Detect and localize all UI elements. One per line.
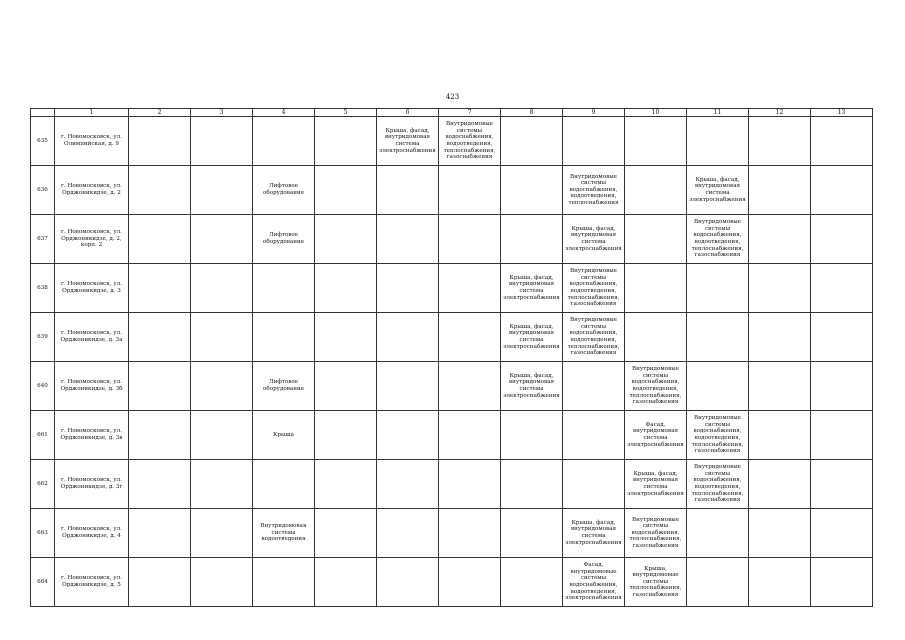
work-cell (811, 558, 873, 607)
work-cell (315, 166, 377, 215)
work-cell (315, 117, 377, 166)
work-cell (811, 117, 873, 166)
table-row (31, 215, 873, 264)
work-cell (439, 264, 501, 313)
work-cell (129, 460, 191, 509)
work-cell (191, 558, 253, 607)
address-cell: г. Новомосковск, ул. Орджоникидзе, д. 2 (55, 166, 129, 215)
work-cell (687, 362, 749, 411)
work-cell: Внутридомовые системы водоснабжения, водоотведения, теплоснабжения, газоснабжения (625, 362, 687, 411)
work-cell (191, 460, 253, 509)
work-cell (253, 313, 315, 362)
work-cell (129, 117, 191, 166)
header-cell: 9 (563, 109, 625, 117)
row-number: 639 (31, 313, 55, 362)
work-cell (191, 313, 253, 362)
work-cell: Внутридомовые системы водоснабжения, водоотведения, теплоснабжения, газоснабжения (563, 313, 625, 362)
work-cell: Внутридомовые системы водоснабжения, водоотведения, теплоснабжения, газоснабжения (563, 264, 625, 313)
header-row (31, 109, 873, 117)
header-cell-blank (31, 109, 55, 117)
work-cell (563, 362, 625, 411)
work-cell (625, 313, 687, 362)
work-cell (191, 166, 253, 215)
work-cell (749, 411, 811, 460)
work-cell (625, 117, 687, 166)
header-cell: 12 (749, 109, 811, 117)
work-cell (253, 558, 315, 607)
work-cell: Крыша (253, 411, 315, 460)
work-cell (501, 509, 563, 558)
work-cell (811, 166, 873, 215)
row-number: 664 (31, 558, 55, 607)
work-cell (315, 411, 377, 460)
work-cell (749, 509, 811, 558)
header-cell: 4 (253, 109, 315, 117)
table-row (31, 460, 873, 509)
work-cell (811, 509, 873, 558)
work-cell (129, 166, 191, 215)
row-number: 638 (31, 264, 55, 313)
header-cell: 5 (315, 109, 377, 117)
work-cell (191, 117, 253, 166)
work-cell: Внутридомовые системы водоснабжения, водоотведения, теплоснабжения (563, 166, 625, 215)
address-cell: г. Новомосковск, ул. Орджоникидзе, д. 5 (55, 558, 129, 607)
row-number: 640 (31, 362, 55, 411)
work-cell (191, 264, 253, 313)
table-row (31, 558, 873, 607)
row-number: 663 (31, 509, 55, 558)
work-cell (253, 264, 315, 313)
work-cell (439, 166, 501, 215)
work-cell (811, 215, 873, 264)
work-cell (315, 558, 377, 607)
work-cell (811, 411, 873, 460)
work-cell (129, 362, 191, 411)
work-cell (129, 313, 191, 362)
table-row (31, 166, 873, 215)
work-cell (315, 215, 377, 264)
work-cell (377, 460, 439, 509)
row-number: 662 (31, 460, 55, 509)
work-cell (749, 558, 811, 607)
work-cell (377, 362, 439, 411)
work-cell (749, 313, 811, 362)
work-cell (687, 117, 749, 166)
work-cell: Фасад, внутридомовые системы водоснабжения, водоотведения, электроснабжения (563, 558, 625, 607)
work-cell (377, 264, 439, 313)
work-cell (377, 313, 439, 362)
work-cell (501, 411, 563, 460)
work-cell (749, 362, 811, 411)
work-cell: Внутридомовые системы водоснабжения, водоотведения, теплоснабжения, газоснабжения (687, 411, 749, 460)
work-cell (563, 117, 625, 166)
work-cell: Крыша, фасад, внутридомовая система электроснабжения (501, 313, 563, 362)
work-cell (439, 558, 501, 607)
work-cell (811, 313, 873, 362)
work-cell: Внутридомовые системы водоснабжения, водоотведения, теплоснабжения, газоснабжения (687, 215, 749, 264)
work-cell: Внутридомовые системы водоснабжения, водоотведения, теплоснабжения, газоснабжения (687, 460, 749, 509)
table-row (31, 313, 873, 362)
work-cell: Внутридомовая система водоотведения (253, 509, 315, 558)
table-row (31, 411, 873, 460)
address-cell: г. Новомосковск, ул. Орджоникидзе, д. 3г (55, 460, 129, 509)
work-cell (687, 558, 749, 607)
work-cell (191, 362, 253, 411)
work-cell (253, 117, 315, 166)
work-cell: Крыша, фасад, внутридомовая система электроснабжения (625, 460, 687, 509)
header-cell: 3 (191, 109, 253, 117)
address-cell: г. Новомосковск, ул. Орджоникидзе, д. 2, корп. 2 (55, 215, 129, 264)
work-cell (377, 558, 439, 607)
address-cell: г. Новомосковск, ул. Олимпийская, д. 9 (55, 117, 129, 166)
work-cell (687, 313, 749, 362)
work-cell (811, 264, 873, 313)
work-cell (129, 215, 191, 264)
work-cell (687, 264, 749, 313)
work-cell: Лифтовое оборудование (253, 215, 315, 264)
row-number: 635 (31, 117, 55, 166)
work-cell (501, 558, 563, 607)
work-cell (625, 215, 687, 264)
work-cell (749, 117, 811, 166)
work-cell (811, 362, 873, 411)
work-cell (315, 509, 377, 558)
work-cell (253, 460, 315, 509)
table-row (31, 264, 873, 313)
work-cell: Крыша, фасад, внутридомовая система электроснабжения (563, 509, 625, 558)
work-cell (501, 166, 563, 215)
work-cell (191, 411, 253, 460)
work-cell (315, 460, 377, 509)
work-cell (377, 411, 439, 460)
work-cell (687, 509, 749, 558)
work-cell (377, 509, 439, 558)
table-row (31, 509, 873, 558)
row-number: 637 (31, 215, 55, 264)
work-cell (439, 362, 501, 411)
work-cell (439, 509, 501, 558)
work-cell (563, 460, 625, 509)
work-cell (749, 264, 811, 313)
work-cell (129, 264, 191, 313)
work-cell (191, 215, 253, 264)
work-cell (315, 362, 377, 411)
header-cell: 7 (439, 109, 501, 117)
work-cell (439, 313, 501, 362)
work-cell (315, 264, 377, 313)
address-cell: г. Новомосковск, ул. Орджоникидзе, д. 3б (55, 362, 129, 411)
address-cell: г. Новомосковск, ул. Орджоникидзе, д. 3а (55, 313, 129, 362)
address-cell: г. Новомосковск, ул. Орджоникидзе, д. 4 (55, 509, 129, 558)
header-cell: 6 (377, 109, 439, 117)
header-cell: 13 (811, 109, 873, 117)
header-cell: 8 (501, 109, 563, 117)
work-cell (129, 509, 191, 558)
work-cell: Крыша, фасад, внутридомовая система электроснабжения (501, 362, 563, 411)
work-cell (501, 215, 563, 264)
work-cell: Крыша, фасад, внутридомовая система электроснабжения (501, 264, 563, 313)
header-cell: 1 (55, 109, 129, 117)
work-cell (315, 313, 377, 362)
work-cell (439, 460, 501, 509)
work-cell: Внутридомовые системы водоснабжения, водоотведения, теплоснабжения, газоснабжения (439, 117, 501, 166)
work-cell (377, 166, 439, 215)
table-row (31, 362, 873, 411)
work-cell: Крыша, фасад, внутридомовая система электроснабжения (377, 117, 439, 166)
work-cell (749, 460, 811, 509)
header-cell: 11 (687, 109, 749, 117)
page-number: 423 (445, 93, 460, 101)
work-cell (749, 166, 811, 215)
row-number: 636 (31, 166, 55, 215)
work-cell: Внутридомовые системы водоснабжения, теплоснабжения, газоснабжения (625, 509, 687, 558)
header-cell: 10 (625, 109, 687, 117)
work-cell (625, 166, 687, 215)
work-cell: Крыша, внутридомовые системы теплоснабжения, газоснабжения (625, 558, 687, 607)
address-cell: г. Новомосковск, ул. Орджоникидзе, д. 3в (55, 411, 129, 460)
work-cell (625, 264, 687, 313)
work-cell (563, 411, 625, 460)
table-row (31, 117, 873, 166)
work-cell (439, 411, 501, 460)
work-cell (129, 411, 191, 460)
work-cell (501, 460, 563, 509)
work-cell (191, 509, 253, 558)
work-cell: Крыша, фасад, внутридомовая система электроснабжения (687, 166, 749, 215)
work-cell: Фасад, внутридомовая система электроснабжения (625, 411, 687, 460)
address-cell: г. Новомосковск, ул. Орджоникидзе, д. 3 (55, 264, 129, 313)
work-cell: Лифтовое оборудование (253, 166, 315, 215)
work-cell (129, 558, 191, 607)
row-number: 661 (31, 411, 55, 460)
work-cell (377, 215, 439, 264)
work-cell (439, 215, 501, 264)
work-cell (749, 215, 811, 264)
work-cell: Лифтовое оборудование (253, 362, 315, 411)
header-cell: 2 (129, 109, 191, 117)
work-cell (811, 460, 873, 509)
work-cell (501, 117, 563, 166)
data-table (30, 108, 873, 607)
work-cell: Крыша, фасад, внутридомовая система электроснабжения (563, 215, 625, 264)
